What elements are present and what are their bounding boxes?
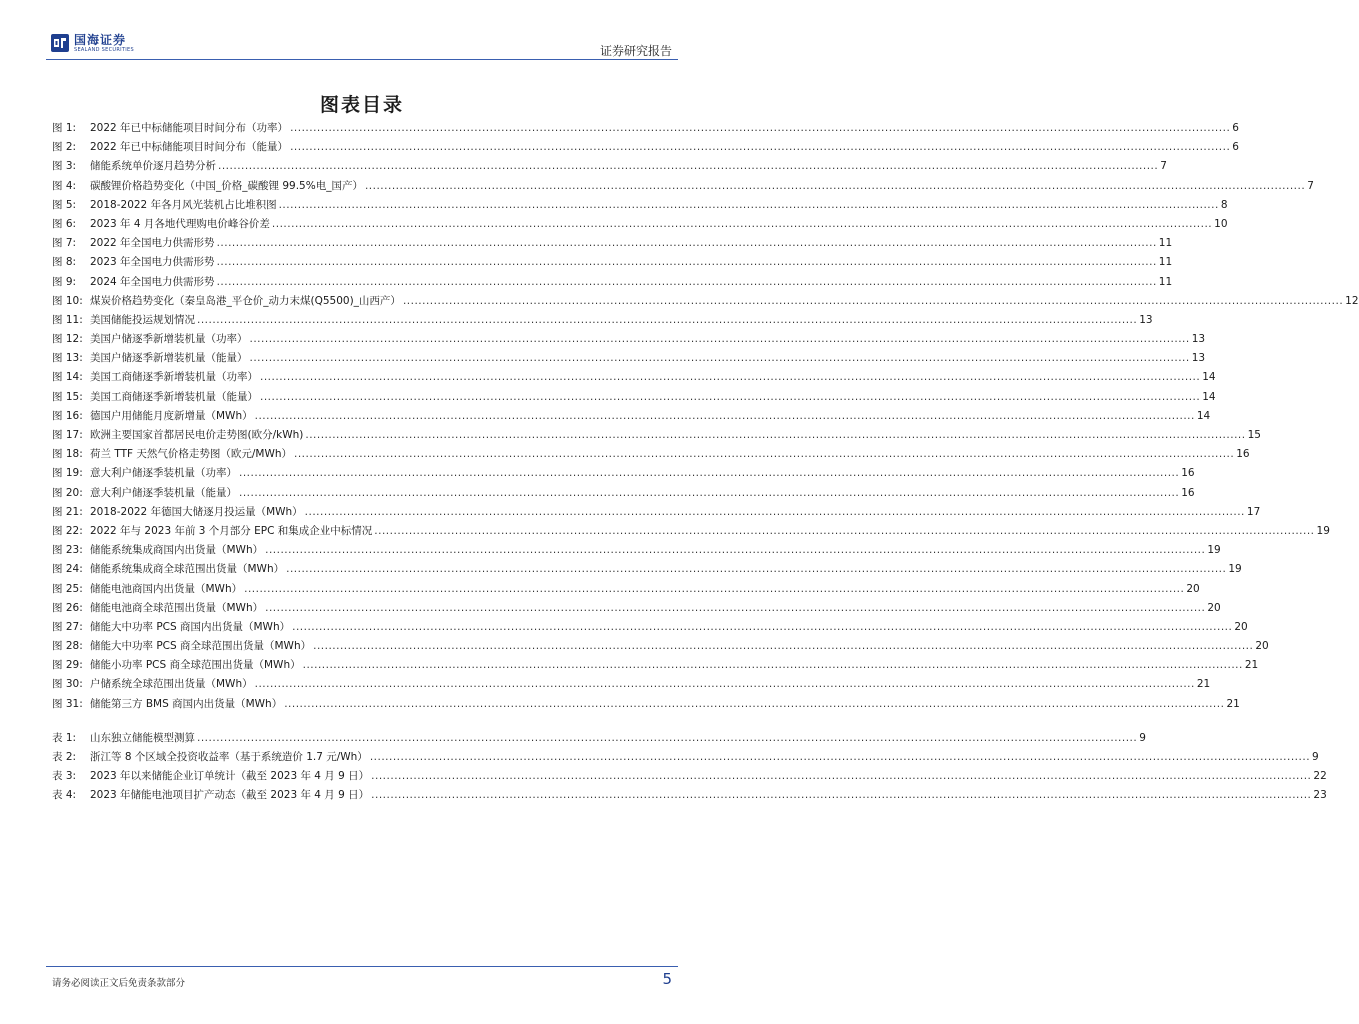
table-entry-label: 表 2:	[52, 751, 77, 763]
figure-entry-label: 图 8:	[52, 256, 77, 269]
figure-entry-title: 2022 年全国电力供需形势	[90, 237, 215, 250]
figure-entry-label: 图 7:	[52, 237, 77, 250]
dot-leader	[313, 640, 1253, 652]
figure-entry-page-number: 21	[1226, 697, 1240, 710]
figure-entry-label: 图 22:	[52, 524, 83, 537]
figure-entry-page-number: 13	[1191, 352, 1206, 365]
dot-leader	[197, 732, 1137, 744]
dot-leader	[217, 276, 1157, 288]
figure-entry-page-number: 7	[1160, 160, 1167, 173]
figure-entry-title: 2022 年与 2023 年前 3 个月部分 EPC 和集成企业中标情况	[90, 524, 373, 537]
dot-leader	[250, 333, 1190, 345]
table-entry-title: 2023 年储能电池项目扩产动态（截至 2023 年 4 月 9 日）	[90, 789, 370, 802]
figure-entry-title: 美国户储逐季新增装机量（能量）	[90, 352, 248, 365]
dot-leader	[239, 467, 1179, 479]
dot-leader	[403, 295, 1343, 307]
figure-entry-label: 图 11:	[52, 313, 83, 326]
figure-entry[interactable]	[52, 542, 1221, 561]
table-entry-label: 表 3:	[52, 770, 77, 783]
dot-leader	[239, 487, 1179, 499]
figure-entry-title: 储能第三方 BMS 商国内出货量（MWh）	[90, 697, 283, 710]
figure-entry-label: 图 1:	[52, 122, 77, 134]
figure-entry-title: 2023 年全国电力供需形势	[90, 256, 215, 269]
figure-entry[interactable]	[52, 619, 1248, 638]
figure-entry-label: 图 28:	[52, 640, 83, 653]
table-entry-label: 表 4:	[52, 789, 77, 802]
figure-entry[interactable]	[52, 331, 1206, 350]
figure-entry-page-number: 11	[1158, 237, 1173, 250]
figure-entry-title: 储能大中功率 PCS 商国内出货量（MWh）	[90, 620, 291, 633]
figure-entry-title: 户储系统全球范围出货量（MWh）	[90, 678, 253, 691]
figure-entry[interactable]	[52, 696, 1240, 715]
figure-entry[interactable]	[52, 408, 1211, 427]
figure-entry-page-number: 15	[1247, 429, 1261, 441]
dot-leader	[294, 448, 1234, 460]
figure-entry-label: 图 3:	[52, 160, 77, 173]
figure-entry[interactable]	[52, 600, 1221, 619]
footer-divider	[46, 966, 678, 967]
figure-entry-title: 储能电池商全球范围出货量（MWh）	[90, 601, 264, 614]
dot-leader	[260, 371, 1200, 383]
figure-entry-title: 2022 年已中标储能项目时间分布（功率）	[90, 122, 289, 134]
figure-entry[interactable]	[52, 369, 1216, 388]
dot-leader	[290, 141, 1230, 153]
figure-entry-page-number: 19	[1207, 544, 1221, 557]
table-entry-title: 浙江等 8 个区域全投资收益率（基于系统造价 1.7 元/Wh）	[90, 751, 368, 763]
dot-leader	[284, 698, 1224, 710]
figure-entry-label: 图 16:	[52, 409, 83, 422]
figure-entry[interactable]	[52, 139, 1239, 158]
figure-entry-label: 图 20:	[52, 486, 83, 499]
figure-entry[interactable]	[52, 465, 1195, 484]
figure-entry-label: 图 19:	[52, 467, 83, 480]
figure-entry-title: 储能系统单价逐月趋势分析	[90, 160, 216, 173]
table-entry-title: 2023 年以来储能企业订单统计（截至 2023 年 4 月 9 日）	[90, 770, 370, 783]
figure-entry[interactable]	[52, 485, 1195, 504]
table-entry-page-number: 9	[1139, 731, 1146, 744]
figure-entry-title: 美国工商储逐季新增装机量（能量）	[90, 390, 258, 403]
figure-entry-title: 2022 年已中标储能项目时间分布（能量）	[90, 141, 289, 154]
dot-leader	[244, 583, 1184, 595]
figure-entry-page-number: 14	[1196, 409, 1211, 422]
figure-entry[interactable]	[52, 197, 1228, 216]
figure-entry-label: 图 13:	[52, 352, 83, 365]
figure-entry[interactable]	[52, 581, 1200, 600]
dot-leader	[365, 180, 1305, 192]
figure-entry[interactable]	[52, 350, 1206, 369]
figure-entry-label: 图 31:	[52, 697, 83, 710]
figure-entry-page-number: 12	[1345, 294, 1359, 307]
figure-entry[interactable]	[52, 178, 1314, 197]
figure-entry-title: 2023 年 4 月各地代理购电价峰谷价差	[90, 217, 270, 230]
dot-leader	[292, 621, 1232, 633]
list-spacer	[52, 715, 672, 730]
figure-entry-page-number: 17	[1246, 505, 1261, 518]
company-logo	[50, 30, 134, 56]
figure-entry-title: 储能系统集成商全球范围出货量（MWh）	[90, 563, 285, 576]
table-list	[52, 730, 1327, 807]
dot-leader	[260, 391, 1200, 403]
figure-entry-label: 图 21:	[52, 505, 83, 518]
figure-entry[interactable]	[52, 523, 1330, 542]
page-header	[46, 28, 678, 60]
figure-entry[interactable]	[52, 427, 1261, 446]
figure-entry-title: 意大利户储逐季装机量（能量）	[90, 486, 237, 499]
dot-leader	[265, 602, 1205, 614]
figure-entry-label: 图 24:	[52, 563, 83, 576]
figure-entry-label: 图 29:	[52, 659, 83, 672]
dot-leader	[279, 199, 1219, 211]
figure-entry[interactable]	[52, 657, 1259, 676]
figure-entry-page-number: 16	[1181, 486, 1195, 499]
figure-entry-title: 欧洲主要国家首都居民电价走势图(欧分/kWh)	[90, 429, 304, 441]
figure-entry-page-number: 6	[1232, 141, 1239, 154]
figure-entry-label: 图 15:	[52, 390, 83, 403]
figure-entry-title: 煤炭价格趋势变化（秦皇岛港_平仓价_动力末煤(Q5500)_山西产）	[90, 294, 401, 307]
figure-entry-label: 图 12:	[52, 333, 83, 346]
figure-entry[interactable]	[52, 446, 1250, 465]
figure-entry[interactable]	[52, 120, 1239, 139]
table-entry[interactable]	[52, 768, 1327, 787]
figure-entry-label: 图 27:	[52, 620, 83, 633]
disclaimer-note: 请务必阅读正文后免责条款部分	[52, 978, 186, 989]
figure-entry-title: 美国工商储逐季新增装机量（功率）	[90, 371, 258, 384]
dot-leader	[265, 544, 1205, 556]
figure-entry-label: 图 23:	[52, 544, 83, 557]
report-type-label: 证券研究报告	[599, 44, 672, 58]
figure-entry-page-number: 16	[1236, 448, 1250, 461]
figure-entry[interactable]	[52, 676, 1211, 695]
page-number: 5	[662, 970, 672, 988]
dot-leader	[305, 429, 1245, 441]
figure-entry-title: 2024 年全国电力供需形势	[90, 275, 215, 288]
figure-entry-page-number: 13	[1191, 333, 1206, 346]
figure-entry[interactable]	[52, 235, 1173, 254]
figure-entry-label: 图 10:	[52, 294, 83, 307]
figure-entry-page-number: 11	[1158, 256, 1173, 269]
figure-entry-page-number: 20	[1234, 620, 1248, 633]
figure-entry-title: 储能系统集成商国内出货量（MWh）	[90, 544, 264, 557]
figure-entry[interactable]	[52, 389, 1216, 408]
dot-leader	[255, 678, 1195, 690]
figure-entry[interactable]	[52, 638, 1269, 657]
figure-entry-title: 储能大中功率 PCS 商全球范围出货量（MWh）	[90, 640, 312, 653]
logo-english-name: SEALAND SECURITIES	[74, 46, 134, 53]
dot-leader	[305, 506, 1245, 518]
figure-entry-label: 图 2:	[52, 141, 77, 154]
figure-entry-page-number: 21	[1196, 678, 1211, 691]
figure-entry[interactable]	[52, 158, 1167, 177]
figure-entry-page-number: 14	[1202, 390, 1216, 403]
dot-leader	[217, 256, 1157, 268]
figure-entry[interactable]	[52, 216, 1228, 235]
figure-entry-label: 图 5:	[52, 198, 77, 211]
table-entry-page-number: 23	[1313, 789, 1327, 802]
table-of-contents	[52, 120, 1359, 807]
table-entry[interactable]	[52, 730, 1146, 749]
figure-entry[interactable]	[52, 293, 1359, 312]
page-title: 图表目录	[319, 94, 404, 116]
figure-entry[interactable]	[52, 504, 1261, 523]
figure-list	[52, 120, 1359, 715]
figure-entry-page-number: 10	[1214, 217, 1228, 230]
figure-entry-page-number: 19	[1228, 563, 1242, 576]
dot-leader	[197, 314, 1137, 326]
table-entry-page-number: 22	[1313, 770, 1327, 783]
figure-entry-label: 图 25:	[52, 582, 83, 595]
figure-entry[interactable]	[52, 312, 1153, 331]
dot-leader	[370, 751, 1310, 763]
table-entry-title: 山东独立储能模型测算	[90, 731, 195, 744]
figure-entry-page-number: 13	[1139, 313, 1153, 326]
logo-mark-icon	[50, 33, 70, 53]
figure-entry-page-number: 19	[1316, 524, 1330, 537]
dot-leader	[250, 352, 1190, 364]
logo-chinese-name: 国海证券	[74, 32, 127, 47]
figure-entry-title: 储能小功率 PCS 商全球范围出货量（MWh）	[90, 659, 301, 672]
header-divider	[46, 59, 678, 60]
figure-entry-title: 美国户储逐季新增装机量（功率）	[90, 333, 248, 346]
figure-entry-label: 图 17:	[52, 429, 83, 441]
figure-entry-page-number: 8	[1220, 198, 1228, 211]
dot-leader	[217, 237, 1157, 249]
table-entry[interactable]	[52, 749, 1319, 768]
dot-leader	[303, 659, 1243, 671]
figure-entry[interactable]	[52, 274, 1173, 293]
dot-leader	[255, 410, 1195, 422]
table-entry-page-number: 9	[1312, 751, 1319, 763]
figure-entry[interactable]	[52, 561, 1242, 580]
figure-entry-label: 图 14:	[52, 371, 83, 384]
figure-entry-label: 图 18:	[52, 448, 83, 461]
figure-entry-label: 图 6:	[52, 217, 77, 230]
figure-entry-page-number: 7	[1307, 179, 1314, 192]
table-entry[interactable]	[52, 787, 1327, 806]
figure-entry-title: 德国户用储能月度新增量（MWh）	[90, 409, 253, 422]
figure-entry-title: 美国储能投运规划情况	[90, 313, 195, 326]
figure-entry-title: 储能电池商国内出货量（MWh）	[90, 582, 243, 595]
figure-entry-title: 碳酸锂价格趋势变化（中国_价格_碳酸锂 99.5%电_国产）	[90, 179, 363, 192]
figure-entry-title: 荷兰 TTF 天然气价格走势图（欧元/MWh）	[90, 448, 292, 461]
figure-entry-page-number: 21	[1244, 659, 1259, 672]
figure-entry-title: 2018-2022 年德国大储逐月投运量（MWh）	[90, 505, 303, 518]
dot-leader	[371, 789, 1311, 801]
figure-entry-page-number: 20	[1186, 582, 1200, 595]
dot-leader	[374, 525, 1314, 537]
figure-entry-page-number: 20	[1255, 640, 1269, 653]
figure-entry-label: 图 4:	[52, 179, 77, 192]
figure-entry-label: 图 30:	[52, 678, 83, 691]
dot-leader	[290, 122, 1230, 134]
dot-leader	[272, 218, 1212, 230]
figure-entry-page-number: 6	[1232, 122, 1239, 134]
figure-entry-page-number: 14	[1202, 371, 1216, 384]
figure-entry-page-number: 20	[1207, 601, 1221, 614]
dot-leader	[286, 563, 1226, 575]
figure-entry-title: 2018-2022 年各月风光装机占比堆积图	[90, 198, 277, 211]
figure-entry-page-number: 11	[1158, 275, 1173, 288]
figure-entry-label: 图 26:	[52, 601, 83, 614]
dot-leader	[218, 160, 1158, 172]
dot-leader	[371, 770, 1311, 782]
figure-entry-label: 图 9:	[52, 275, 77, 288]
figure-entry-page-number: 16	[1181, 467, 1195, 480]
figure-entry-title: 意大利户储逐季装机量（功率）	[90, 467, 237, 480]
table-entry-label: 表 1:	[52, 731, 77, 744]
figure-entry[interactable]	[52, 254, 1173, 273]
